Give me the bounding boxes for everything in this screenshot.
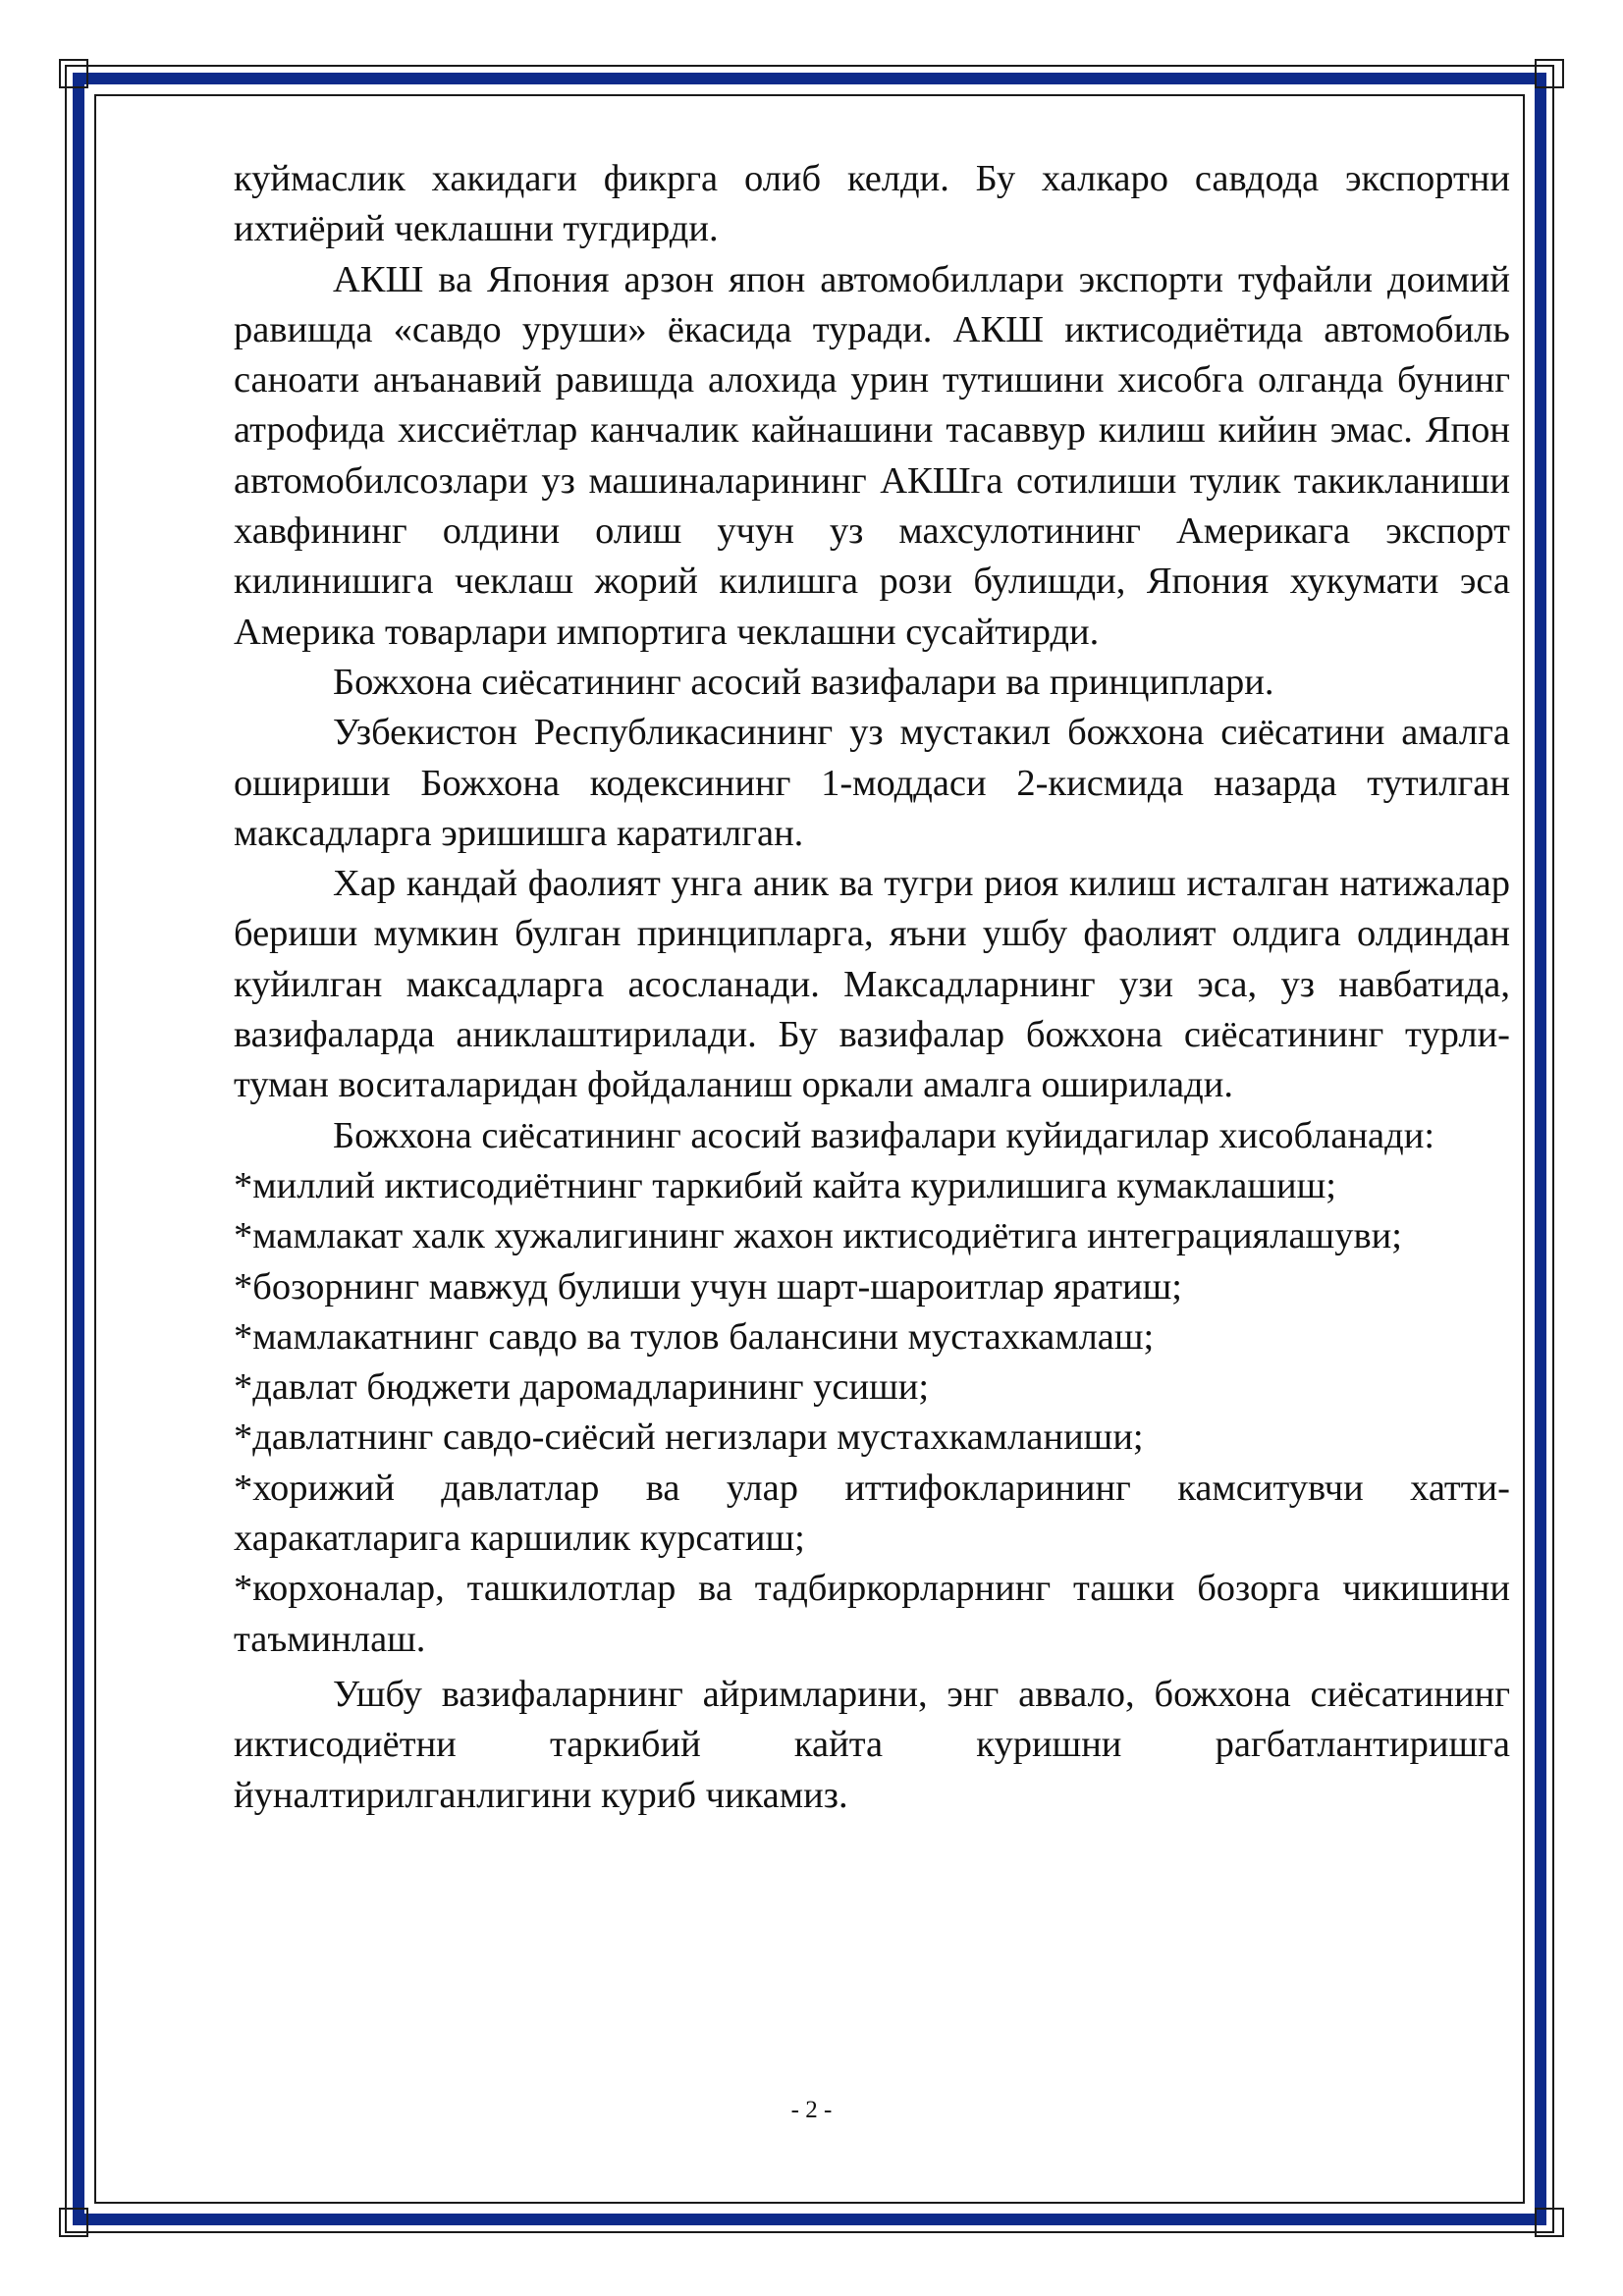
list-item: *мамлакатнинг савдо ва тулов балансини мустахкамлаш; xyxy=(234,1315,1155,1358)
paragraph-continuation: куймаслик хакидаги фикрга олиб келди. Бу халкаро савдода экспортни ихтиёрий чеклашни тугдирди. xyxy=(234,158,1510,250)
frame-corner-ornament xyxy=(1535,2208,1564,2237)
frame-corner-ornament xyxy=(59,2208,88,2237)
page-number: - 2 - xyxy=(790,2097,833,2123)
list-item: *давлатнинг савдо-сиёсий негизлари мустахкамланиши; xyxy=(234,1416,1144,1459)
paragraph: Узбекистон Республикасининг уз мустакил божхона сиёсатини амалга ошириши Божхона кодексининг 1-моддаси 2-кисмида назарда тутилган максадларга эришишга каратилган. xyxy=(234,712,1510,854)
section-heading-paragraph: Божхона сиёсатининг асосий вазифалари ва принциплари. xyxy=(333,661,1274,703)
paragraph: АКШ ва Япония арзон япон автомобиллари экспорти туфайли доимий равишда «савдо уруши» ёкасида туради. АКШ иктисодиётида автомобиль саноати анъанавий равишда алохида урин тутишини хисобга олганда бунинг атрофида хиссиётлар канчалик кайнашини тасаввур килиш кийин эмас. Япон автомобилсозлари уз машиналарининг АКШга сотилиши тулик такикланиши хавфининг олдини олиш учун уз махсулотининг Америкага экспорт килинишига чеклаш жорий килишга рози булишди, Япония хукумати эса Америка товарлари импортига чеклашни сусайтирди. xyxy=(234,258,1510,653)
page-body-text xyxy=(234,154,1510,1821)
frame-corner-ornament xyxy=(1535,59,1564,88)
list-item: *хорижий давлатлар ва улар иттифокларининг камситувчи хатти-харакатларига каршилик курсатиш; xyxy=(234,1467,1510,1560)
frame-corner-ornament xyxy=(59,59,88,88)
paragraph: Ушбу вазифаларнинг айримларини, энг аввало, божхона сиёсатининг иктисодиётни таркибий кайта куришни рагбатлантиришга йуналтирилганлигини куриб чикамиз. xyxy=(234,1673,1510,1816)
list-item: *миллий иктисодиётнинг таркибий кайта курилишига кумаклашиш; xyxy=(234,1164,1336,1206)
list-item: *бозорнинг мавжуд булиши учун шарт-шароитлар яратиш; xyxy=(234,1265,1182,1308)
paragraph: Хар кандай фаолият унга аник ва тугри риоя килиш исталган натижалар бериши мумкин булган принципларга, яъни ушбу фаолият олдига олдиндан куйилган максадларга асосланади. Максадларнинг узи эса, уз навбатида, вазифаларда аниклаштирилади. Бу вазифалар божхона сиёсатининг турли-туман воситаларидан фойдаланиш оркали амалга оширилади. xyxy=(234,863,1510,1106)
paragraph: Божхона сиёсатининг асосий вазифалари куйидагилар хисобланади: xyxy=(333,1114,1435,1156)
list-item: *давлат бюджети даромадларининг усиши; xyxy=(234,1366,930,1409)
list-item: *мамлакат халк хужалигининг жахон иктисодиётига интеграциялашуви; xyxy=(234,1215,1402,1257)
list-item: *корхоналар, ташкилотлар ва тадбиркорларнинг ташки бозорга чикишини таъминлаш. xyxy=(234,1568,1510,1660)
